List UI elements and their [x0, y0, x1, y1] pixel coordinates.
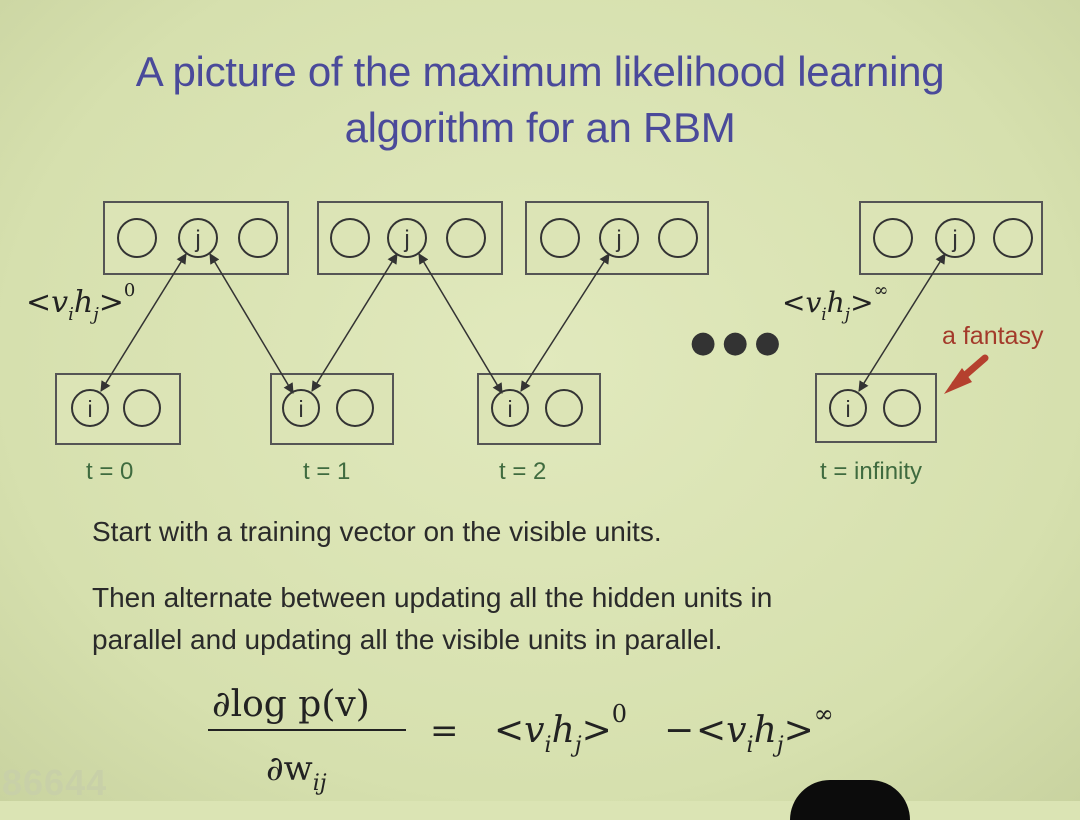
- text-line-3: parallel and updating all the visible units in parallel.: [92, 624, 723, 655]
- stat-infinity-term: $<v_ih_j>^\infty$: [696, 700, 834, 758]
- stat-inf-superscript: ∞: [873, 280, 889, 301]
- hidden-unit-j-label: j: [195, 226, 201, 253]
- title-line-1: A picture of the maximum likelihood learning: [135, 48, 945, 95]
- ellipsis-dots: ●●●: [690, 325, 787, 360]
- hidden-unit-j-label: j: [952, 226, 958, 253]
- time-label-tinf: t = infinity: [820, 458, 923, 485]
- time-label-t2: t = 2: [499, 458, 547, 485]
- equation-denominator: $\partial w_{ij}$: [266, 749, 327, 796]
- hidden-unit-j-label: j: [616, 226, 622, 253]
- text-line-1: Start with a training vector on the visible units.: [92, 516, 662, 547]
- stat-zero-term: $<v_ih_j>^0$: [494, 700, 628, 758]
- stat-zero-superscript: 0: [123, 280, 136, 301]
- equation-numerator: ∂log p(v): [212, 684, 370, 725]
- time-label-t1: t = 1: [303, 458, 351, 485]
- presenter-occlusion: [790, 780, 910, 820]
- visible-unit-i-label: i: [507, 396, 513, 422]
- visible-unit-i-label: i: [845, 396, 851, 422]
- time-label-t0: t = 0: [86, 458, 134, 485]
- visible-unit-i-label: i: [87, 396, 93, 422]
- svg-text:<vihj>∞: $<v_ih_j>^\infty$: [782, 280, 889, 325]
- equals-sign: =: [430, 711, 459, 751]
- watermark-number: 86644: [2, 762, 108, 803]
- svg-text:<vihj>0: $<v_ih_j>^0$: [26, 280, 136, 325]
- visible-unit-i-label: i: [298, 396, 304, 422]
- title-line-2: algorithm for an RBM: [344, 104, 736, 151]
- text-line-2: Then alternate between updating all the hidden units in: [92, 582, 773, 613]
- fantasy-label: a fantasy: [942, 322, 1044, 350]
- hidden-unit-j-label: j: [404, 226, 410, 253]
- minus-sign: −: [664, 710, 695, 751]
